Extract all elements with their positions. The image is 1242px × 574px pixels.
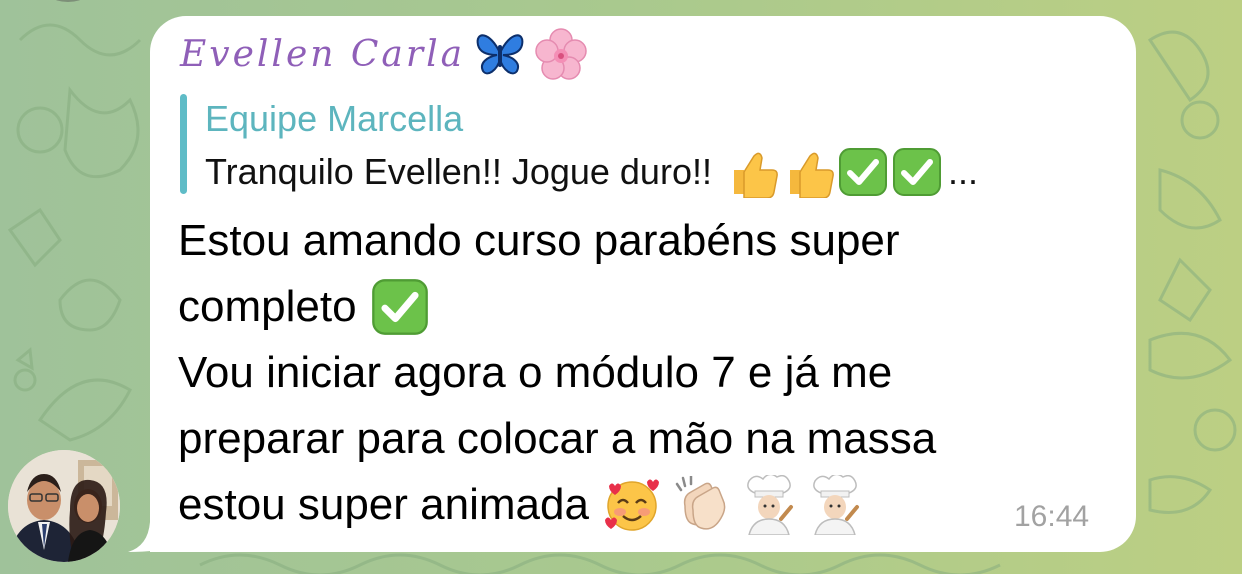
reply-text: Tranquilo Evellen!! Jogue duro!!: [205, 151, 712, 192]
check-mark-button-icon: [371, 278, 429, 336]
message-line-text: estou super animada: [178, 480, 589, 529]
reply-text-line: [205, 146, 978, 198]
message-text[interactable]: [178, 208, 1078, 538]
reply-author: Equipe Marcella: [205, 98, 464, 139]
clapping-hands-icon: [671, 476, 731, 534]
thumbs-up-icon: [726, 146, 778, 198]
message-timestamp: 16:44: [1014, 500, 1090, 533]
message-line-text: preparar para colocar a mão na massa: [178, 414, 937, 463]
woman-cook-icon: [741, 475, 797, 535]
message-line: [178, 406, 1078, 472]
message-line-text: Estou amando curso parabéns super: [178, 216, 900, 265]
butterfly-icon: [475, 31, 525, 77]
reply-accent-bar: [180, 94, 187, 194]
sender-header[interactable]: [180, 24, 587, 84]
reply-ellipsis: ...: [947, 151, 978, 192]
message-line-text: Vou iniciar agora o módulo 7 e já me: [178, 348, 893, 397]
check-mark-button-icon: [892, 147, 942, 197]
message-line-text: completo: [178, 282, 357, 331]
sender-avatar[interactable]: [8, 450, 120, 562]
message-line: [178, 472, 1078, 538]
cherry-blossom-icon: [535, 28, 587, 80]
check-mark-button-icon: [838, 147, 888, 197]
message-line: [178, 208, 1078, 274]
message-line: [178, 340, 1078, 406]
message-line: [178, 274, 1078, 340]
thumbs-up-icon: [782, 146, 834, 198]
sender-name[interactable]: Evellen Carla: [180, 33, 466, 75]
smiling-face-with-hearts-icon: [603, 476, 661, 534]
woman-cook-icon: [807, 475, 863, 535]
reply-preview[interactable]: [180, 92, 1110, 194]
